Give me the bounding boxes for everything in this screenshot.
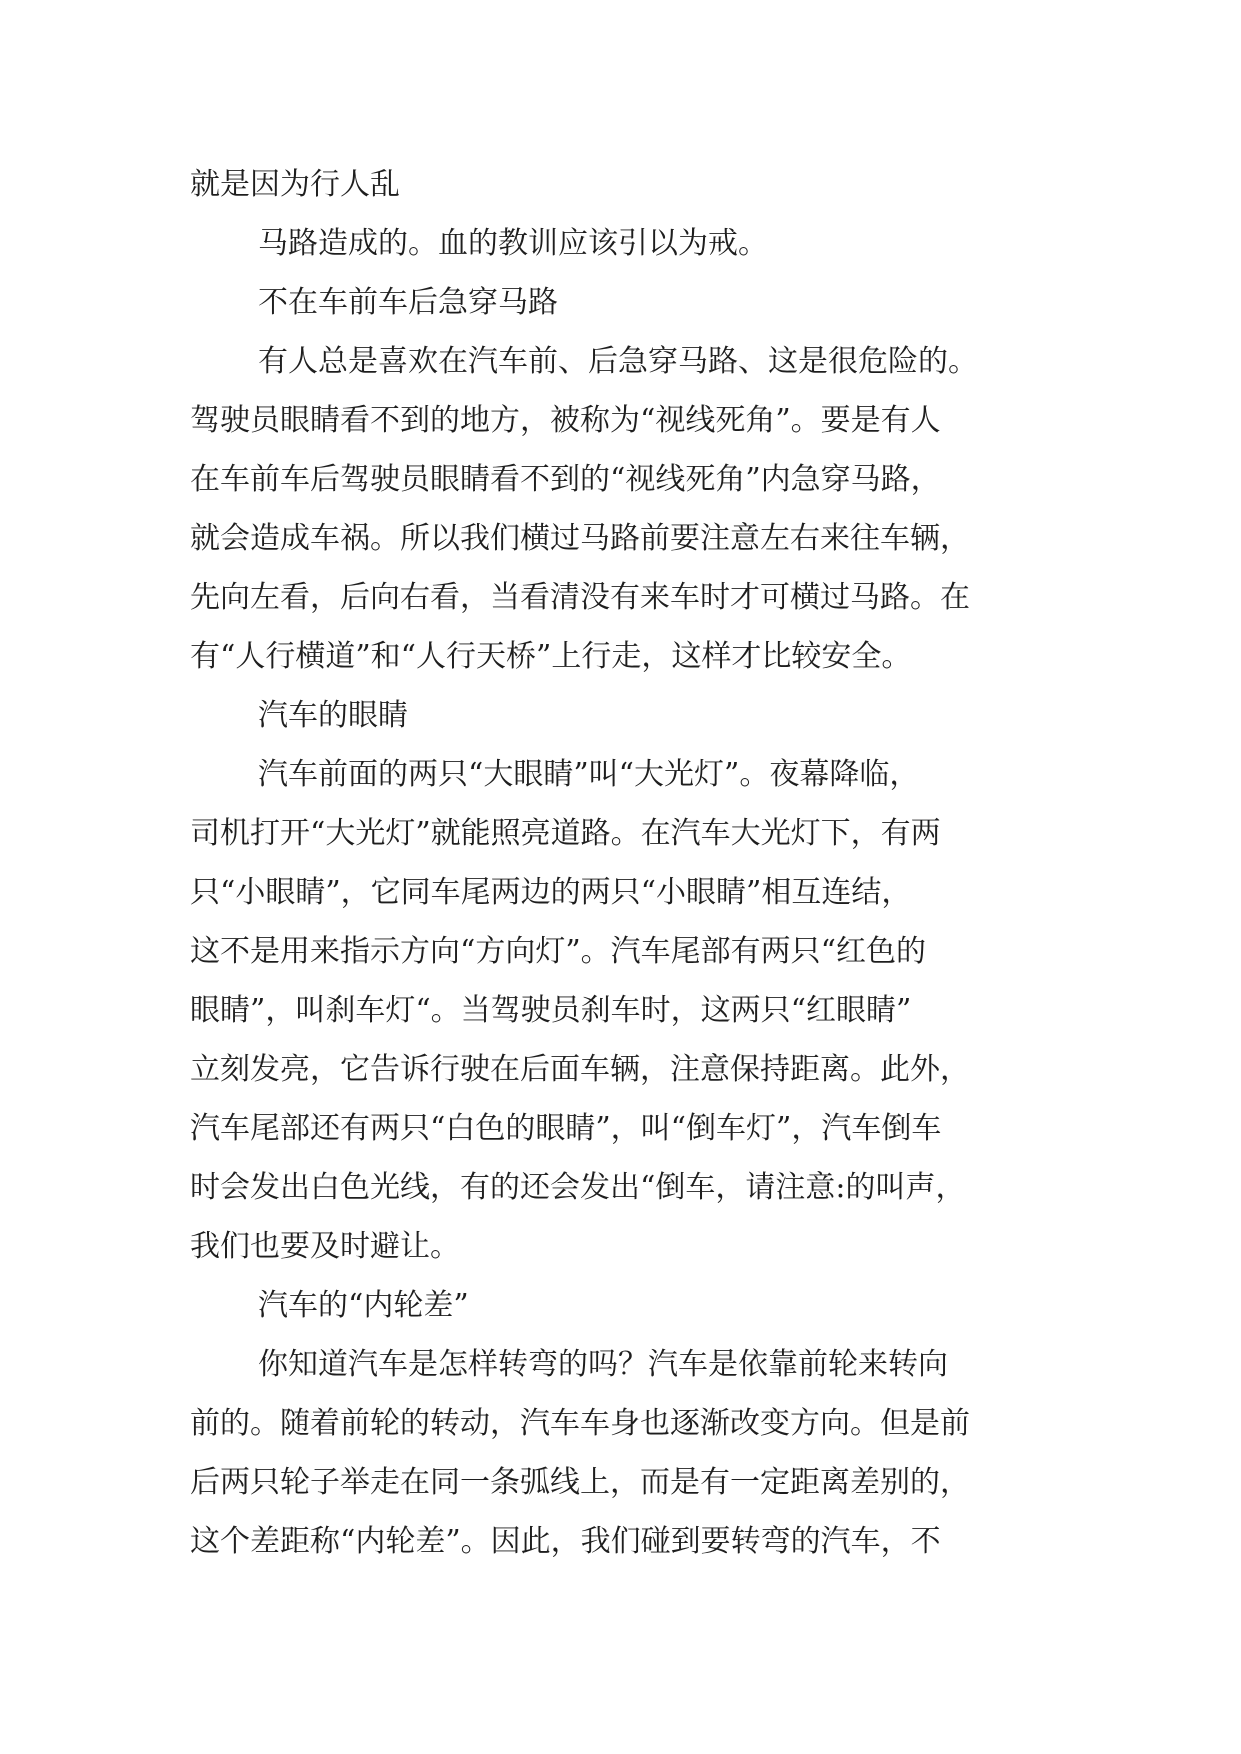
paragraph-first-line: 你知道汽车是怎样转弯的吗？汽车是依靠前轮来转向 — [258, 1347, 948, 1382]
text-line: 立刻发亮，它告诉行驶在后面车辆，注意保持距离。此外， — [190, 1052, 970, 1087]
text-line: 只“小眼睛”，它同车尾两边的两只“小眼睛”相互连结， — [190, 875, 912, 910]
text-line: 就是因为行人乱 — [190, 167, 400, 202]
text-line: 后两只轮子举走在同一条弧线上，而是有一定距离差别的， — [190, 1465, 970, 1500]
text-line: 汽车尾部还有两只“白色的眼睛”，叫“倒车灯”，汽车倒车 — [190, 1111, 942, 1146]
paragraph-first-line: 汽车前面的两只“大眼睛”叫“大光灯”。夜幕降临， — [258, 757, 920, 792]
text-line: 眼睛”，叫刹车灯“。当驾驶员刹车时，这两只“红眼睛” — [190, 993, 912, 1028]
text-line: 就会造成车祸。所以我们横过马路前要注意左右来往车辆， — [190, 521, 970, 556]
section-heading: 不在车前车后急穿马路 — [258, 285, 558, 320]
text-line: 在车前车后驾驶员眼睛看不到的“视线死角”内急穿马路， — [190, 462, 941, 497]
text-line: 这个差距称“内轮差”。因此，我们碰到要转弯的汽车，不 — [190, 1524, 941, 1559]
text-line: 这不是用来指示方向“方向灯”。汽车尾部有两只“红色的 — [190, 934, 927, 969]
section-heading: 汽车的“内轮差” — [258, 1288, 469, 1323]
text-line: 有“人行横道”和“人行天桥”上行走，这样才比较安全。 — [190, 639, 912, 674]
text-line: 我们也要及时避让。 — [190, 1229, 460, 1264]
text-line: 时会发出白色光线，有的还会发出“倒车，请注意:的叫声， — [190, 1170, 966, 1205]
section-heading: 汽车的眼睛 — [258, 698, 408, 733]
text-line: 马路造成的。血的教训应该引以为戒。 — [258, 226, 768, 261]
paragraph-first-line: 有人总是喜欢在汽车前、后急穿马路、这是很危险的。 — [258, 344, 978, 379]
text-line: 先向左看，后向右看，当看清没有来车时才可横过马路。在 — [190, 580, 970, 615]
text-line: 前的。随着前轮的转动，汽车车身也逐渐改变方向。但是前 — [190, 1406, 970, 1441]
text-line: 司机打开“大光灯”就能照亮道路。在汽车大光灯下，有两 — [190, 816, 941, 851]
text-line: 驾驶员眼睛看不到的地方，被称为“视线死角”。要是有人 — [190, 403, 941, 438]
